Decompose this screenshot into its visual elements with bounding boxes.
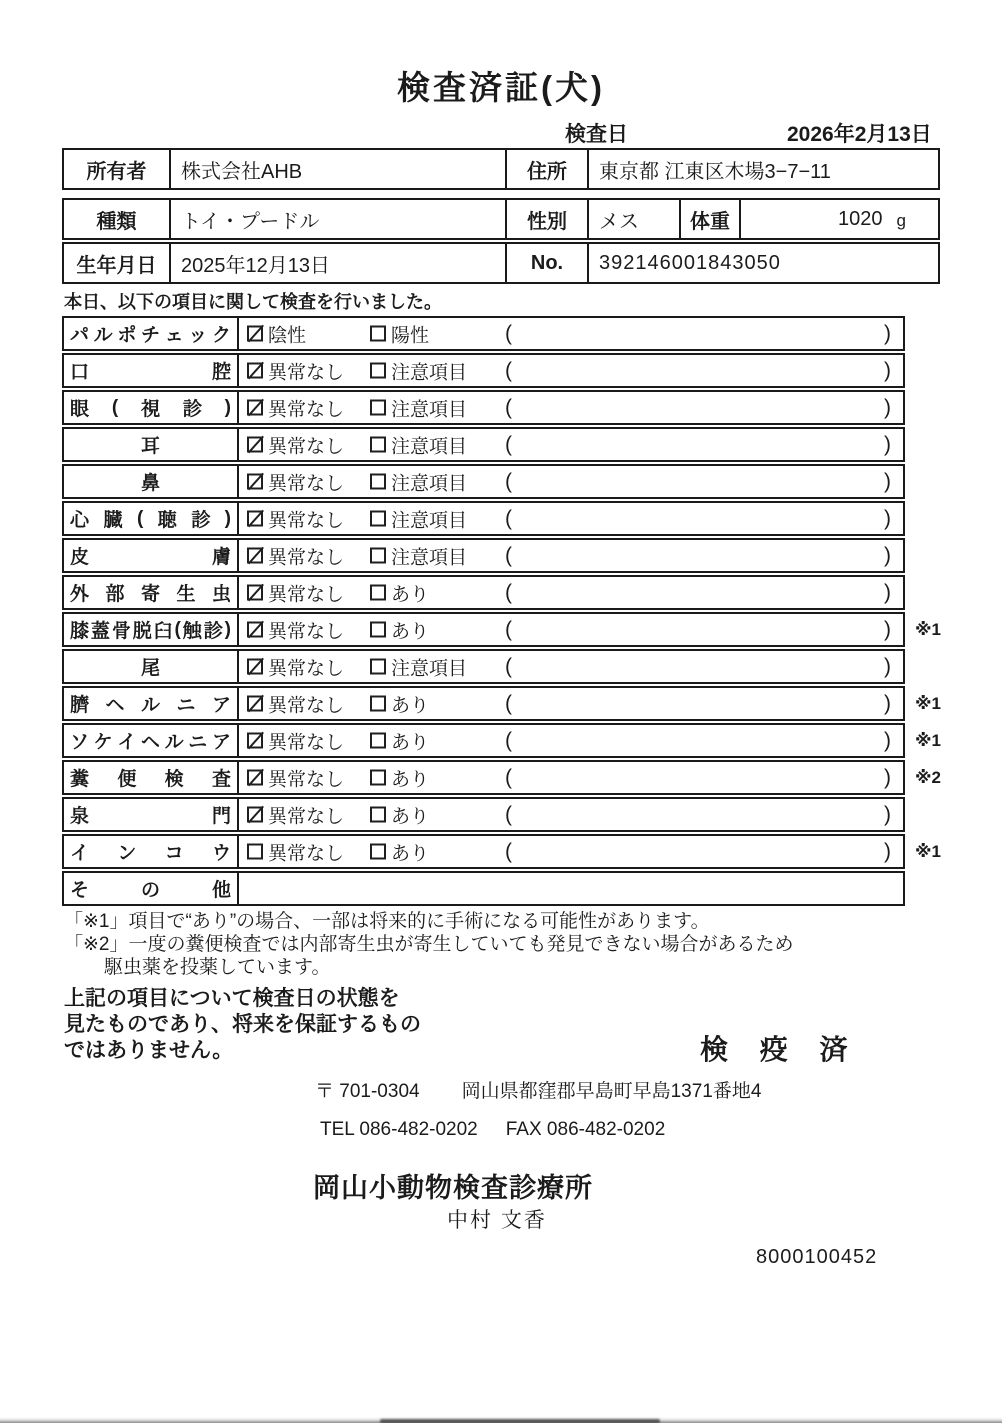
option-label: 注意項目: [391, 436, 468, 457]
item-result-area: [239, 392, 903, 423]
weight-unit: g: [896, 211, 906, 230]
result-option: [370, 838, 429, 865]
item-result-area: [239, 318, 903, 349]
item-result-area: [239, 799, 903, 830]
option-label: 異常なし: [268, 510, 345, 531]
checked-checkbox-icon: [247, 696, 263, 712]
clinic-address: 岡山県都窪郡早島町早島1371番地4: [461, 1081, 762, 1102]
breed-label: 種類: [96, 210, 137, 233]
remarks-open-paren: (: [505, 358, 512, 382]
result-option: [247, 838, 344, 865]
result-option: [247, 616, 344, 643]
item-label: 口 腔: [64, 355, 239, 386]
owner-value: 株式会社AHB: [169, 150, 505, 188]
result-option: [370, 320, 429, 347]
weight-value: 1020: [838, 207, 883, 230]
item-label: 鼻: [64, 466, 239, 497]
postal-line: [315, 1076, 761, 1103]
item-label: イ ン コ ウ: [64, 836, 239, 867]
disclaimer-line-3: ではありません。: [64, 1039, 234, 1062]
result-option: [247, 357, 344, 384]
birth-table: [62, 242, 940, 284]
result-option: [370, 394, 467, 421]
checklist-row: [62, 797, 905, 832]
remarks-close-paren: ): [884, 358, 891, 382]
sex-value: メス: [587, 200, 679, 238]
weight-value-cell: [739, 200, 938, 238]
clinic-name: 岡山小動物検査診療所: [313, 1173, 593, 1203]
checked-checkbox-icon: [247, 659, 263, 675]
item-result-area: [239, 503, 903, 534]
remarks-close-paren: ): [884, 654, 891, 678]
sex-label: 性別: [505, 200, 587, 238]
number-label: No.: [505, 244, 587, 282]
exam-date-value: 2026年2月13日: [787, 123, 932, 146]
item-result-area: [239, 466, 903, 497]
quarantine-stamp: 検 疫 済: [700, 1034, 860, 1065]
footnote-mark: ※1: [915, 730, 941, 750]
checklist-row: [62, 834, 941, 869]
checklist-row: [62, 538, 905, 573]
unchecked-checkbox-icon: [370, 659, 386, 675]
item-result-area: [239, 725, 903, 756]
remarks-open-paren: (: [505, 432, 512, 456]
result-option: [247, 690, 344, 717]
option-label: 注意項目: [391, 510, 468, 531]
remarks-close-paren: ): [884, 839, 891, 863]
breed-value: トイ・プードル: [169, 200, 505, 238]
birthdate-label: 生年月日: [76, 254, 157, 277]
owner-label: 所有者: [86, 160, 147, 183]
remarks-close-paren: ): [884, 321, 891, 345]
result-option: [247, 653, 344, 680]
result-option: [370, 801, 429, 828]
item-result-area: [239, 688, 903, 719]
address-label: 住所: [505, 150, 587, 188]
remarks-close-paren: ): [884, 728, 891, 752]
item-result-area: [239, 762, 903, 793]
checklist-row: [62, 464, 905, 499]
item-label: 膝 蓋 骨 脱 臼 ( 触 診 ): [64, 614, 239, 645]
clinic-fax: FAX 086-482-0202: [505, 1119, 666, 1140]
item-label: ソ ケ イ ヘ ル ニ ア: [64, 725, 239, 756]
checked-checkbox-icon: [247, 363, 263, 379]
result-option: [370, 431, 467, 458]
unchecked-checkbox-icon: [370, 807, 386, 823]
remarks-open-paren: (: [505, 580, 512, 604]
unchecked-checkbox-icon: [370, 696, 386, 712]
number-value: 392146001843050: [587, 244, 938, 282]
footnote-2-continued: 駆虫薬を投薬しています。: [104, 957, 331, 978]
result-option: [247, 320, 306, 347]
option-label: あり: [391, 769, 430, 790]
unchecked-checkbox-icon: [370, 770, 386, 786]
remarks-open-paren: (: [505, 802, 512, 826]
option-label: 注意項目: [391, 473, 468, 494]
item-label: 外 部 寄 生 虫: [64, 577, 239, 608]
checklist-row: [62, 390, 905, 425]
unchecked-checkbox-icon: [370, 437, 386, 453]
item-label: 糞 便 検 査: [64, 762, 239, 793]
result-option: [247, 764, 344, 791]
checklist: [62, 316, 941, 908]
option-label: あり: [391, 621, 430, 642]
address-value: 東京都 江東区木場3−7−11: [587, 150, 938, 188]
result-option: [370, 727, 429, 754]
checklist-row: [62, 760, 941, 795]
remarks-close-paren: ): [884, 765, 891, 789]
option-label: あり: [391, 806, 430, 827]
item-result-area: [239, 577, 903, 608]
result-option: [370, 764, 429, 791]
item-label: 泉 門: [64, 799, 239, 830]
checked-checkbox-icon: [247, 770, 263, 786]
option-label: 異常なし: [268, 732, 345, 753]
option-label: あり: [391, 843, 430, 864]
intro-text: 本日、以下の項目に関して検査を行いました。: [64, 292, 442, 312]
result-option: [370, 357, 467, 384]
remarks-open-paren: (: [505, 654, 512, 678]
checked-checkbox-icon: [247, 548, 263, 564]
checked-checkbox-icon: [247, 807, 263, 823]
postal-code: 〒 701-0304: [315, 1081, 420, 1102]
checklist-row: [62, 723, 941, 758]
weight-label: 体重: [679, 200, 739, 238]
item-result-area: [239, 873, 903, 904]
unchecked-checkbox-icon: [370, 474, 386, 490]
item-result-area: [239, 836, 903, 867]
checklist-row: [62, 575, 905, 610]
remarks-open-paren: (: [505, 839, 512, 863]
remarks-close-paren: ): [884, 691, 891, 715]
veterinarian-name: 中村 文香: [447, 1209, 547, 1232]
result-option: [247, 468, 344, 495]
option-label: 異常なし: [268, 621, 345, 642]
option-label: 異常なし: [268, 436, 345, 457]
item-result-area: [239, 429, 903, 460]
option-label: 異常なし: [268, 362, 345, 383]
remarks-open-paren: (: [505, 728, 512, 752]
remarks-open-paren: (: [505, 395, 512, 419]
option-label: 異常なし: [268, 843, 345, 864]
result-option: [247, 394, 344, 421]
checklist-row: [62, 649, 905, 684]
serial-number: 8000100452: [756, 1246, 878, 1268]
unchecked-checkbox-icon: [370, 511, 386, 527]
document-title: 検査済証(犬): [397, 69, 605, 106]
remarks-close-paren: ): [884, 802, 891, 826]
checked-checkbox-icon: [247, 437, 263, 453]
result-option: [370, 468, 467, 495]
result-option: [370, 579, 429, 606]
option-label: 注意項目: [391, 399, 468, 420]
item-label: 臍 ヘ ル ニ ア: [64, 688, 239, 719]
disclaimer-text: [64, 986, 421, 1064]
option-label: 注意項目: [391, 547, 468, 568]
footnote-2: 「※2」一度の糞便検査では内部寄生虫が寄生していても発見できない場合があるため: [64, 934, 794, 955]
remarks-open-paren: (: [505, 469, 512, 493]
item-label: 皮 膚: [64, 540, 239, 571]
footnote-mark: ※1: [915, 619, 941, 639]
unchecked-checkbox-icon: [370, 733, 386, 749]
disclaimer-line-1: 上記の項目について検査日の状態を: [64, 987, 400, 1010]
remarks-close-paren: ): [884, 395, 891, 419]
item-label: 眼 ( 視 診 ): [64, 392, 239, 423]
checklist-row: [62, 612, 941, 647]
scan-artifact-dark: [380, 1419, 660, 1423]
checked-checkbox-icon: [247, 733, 263, 749]
checked-checkbox-icon: [247, 585, 263, 601]
option-label: あり: [391, 695, 430, 716]
item-label: パ ル ポ チ ェ ッ ク: [64, 318, 239, 349]
checked-checkbox-icon: [247, 400, 263, 416]
remarks-open-paren: (: [505, 506, 512, 530]
item-result-area: [239, 540, 903, 571]
clinic-tel: TEL 086-482-0202: [320, 1119, 478, 1140]
item-result-area: [239, 651, 903, 682]
item-label: 尾: [64, 651, 239, 682]
result-option: [370, 542, 467, 569]
result-option: [370, 690, 429, 717]
remarks-open-paren: (: [505, 321, 512, 345]
result-option: [370, 653, 467, 680]
disclaimer-line-2: 見たものであり、将来を保証するもの: [64, 1013, 421, 1036]
checklist-row: [62, 353, 905, 388]
option-label: あり: [391, 732, 430, 753]
owner-table: [62, 148, 940, 190]
footnote-1: 「※1」項目で“あり”の場合、一部は将来的に手術になる可能性があります。: [64, 911, 710, 932]
checklist-row: [62, 871, 905, 906]
checked-checkbox-icon: [247, 474, 263, 490]
unchecked-checkbox-icon: [370, 363, 386, 379]
item-result-area: [239, 355, 903, 386]
item-label: 心 臓 ( 聴 診 ): [64, 503, 239, 534]
footnote-mark: ※1: [915, 841, 941, 861]
unchecked-checkbox-icon: [370, 844, 386, 860]
unchecked-checkbox-icon: [370, 585, 386, 601]
remarks-open-paren: (: [505, 765, 512, 789]
item-label: 耳: [64, 429, 239, 460]
item-label: そ の 他: [64, 873, 239, 904]
checklist-row: [62, 686, 941, 721]
exam-date-label: 検査日: [565, 123, 628, 146]
result-option: [247, 801, 344, 828]
result-option: [247, 505, 344, 532]
option-label: 陽性: [391, 325, 430, 346]
checked-checkbox-icon: [247, 326, 263, 342]
remarks-close-paren: ): [884, 432, 891, 456]
checklist-row: [62, 427, 905, 462]
option-label: 異常なし: [268, 658, 345, 679]
footnotes: [64, 910, 794, 979]
breed-table: [62, 198, 940, 240]
option-label: 異常なし: [268, 584, 345, 605]
remarks-close-paren: ): [884, 506, 891, 530]
item-result-area: [239, 614, 903, 645]
result-option: [247, 542, 344, 569]
remarks-open-paren: (: [505, 543, 512, 567]
birthdate-value: 2025年12月13日: [169, 244, 505, 282]
result-option: [370, 616, 429, 643]
option-label: 異常なし: [268, 695, 345, 716]
result-option: [370, 505, 467, 532]
unchecked-checkbox-icon: [370, 622, 386, 638]
remarks-open-paren: (: [505, 691, 512, 715]
footnote-mark: ※1: [915, 693, 941, 713]
checked-checkbox-icon: [247, 511, 263, 527]
option-label: 陰性: [268, 325, 307, 346]
option-label: 異常なし: [268, 806, 345, 827]
option-label: あり: [391, 584, 430, 605]
footnote-mark: ※2: [915, 767, 941, 787]
remarks-open-paren: (: [505, 617, 512, 641]
result-option: [247, 579, 344, 606]
checklist-row: [62, 501, 905, 536]
option-label: 異常なし: [268, 769, 345, 790]
result-option: [247, 727, 344, 754]
remarks-close-paren: ): [884, 543, 891, 567]
checked-checkbox-icon: [247, 622, 263, 638]
unchecked-checkbox-icon: [370, 548, 386, 564]
unchecked-checkbox-icon: [370, 326, 386, 342]
option-label: 異常なし: [268, 473, 345, 494]
option-label: 異常なし: [268, 399, 345, 420]
checklist-row: [62, 316, 905, 351]
remarks-close-paren: ): [884, 617, 891, 641]
option-label: 注意項目: [391, 658, 468, 679]
unchecked-checkbox-icon: [247, 844, 263, 860]
tel-fax-line: [320, 1119, 665, 1141]
option-label: 異常なし: [268, 547, 345, 568]
result-option: [247, 431, 344, 458]
option-label: 注意項目: [391, 362, 468, 383]
remarks-close-paren: ): [884, 580, 891, 604]
unchecked-checkbox-icon: [370, 400, 386, 416]
remarks-close-paren: ): [884, 469, 891, 493]
